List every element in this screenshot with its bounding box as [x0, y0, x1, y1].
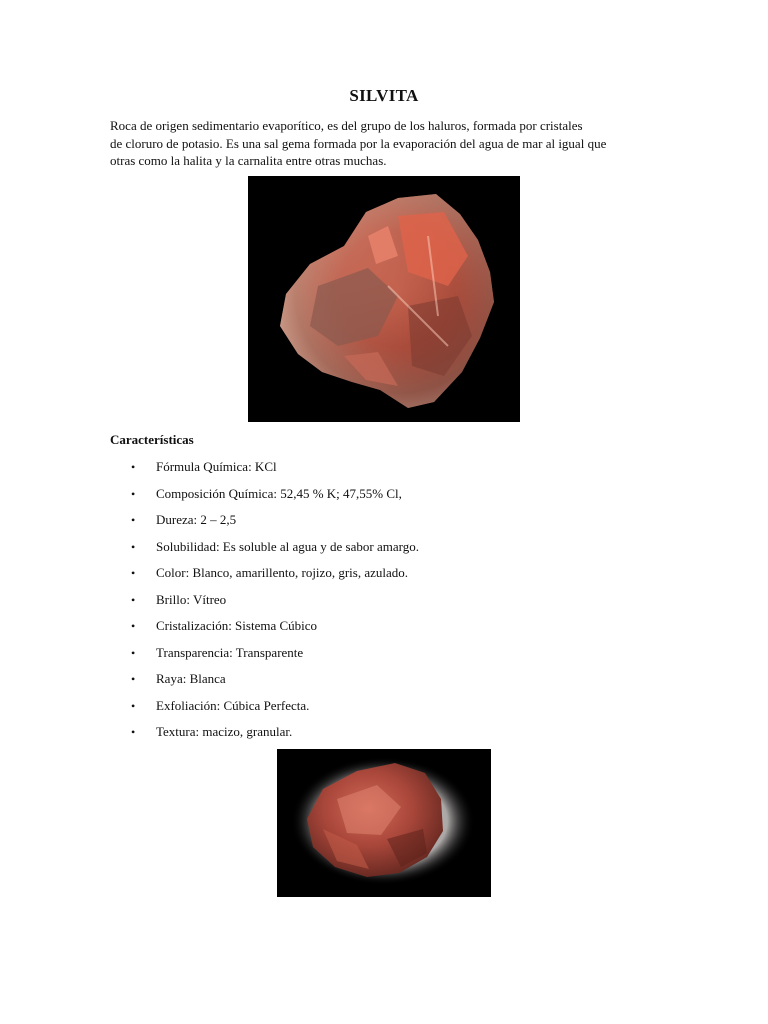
list-item [0, 457, 600, 477]
sylvite-crystal-photo [277, 749, 491, 897]
bullet: • [131, 698, 136, 713]
characteristic-text: Transparencia: Transparente [156, 644, 304, 660]
bullet: • [131, 539, 136, 554]
intro-line-2: de cloruro de potasio. Es una sal gema formada por la evaporación del agua de mar al igual que [110, 135, 607, 151]
section-heading-characteristics: Características [110, 432, 194, 447]
list-item [0, 563, 600, 583]
bullet: • [131, 619, 136, 633]
characteristic-text: Solubilidad: Es soluble al agua y de sabor amargo. [156, 538, 419, 554]
bullet: • [131, 460, 136, 474]
bullet: • [131, 592, 136, 607]
intro-line-1: Roca de origen sedimentario evaporítico, es del grupo de los haluros, formada por cristales [110, 118, 583, 133]
intro-paragraph [110, 117, 670, 170]
list-item [0, 590, 600, 610]
characteristic-text: Brillo: Vítreo [156, 591, 227, 607]
list-item [0, 722, 600, 742]
list-item [0, 510, 600, 530]
list-item [0, 616, 600, 636]
bullet: • [131, 566, 136, 580]
bullet: • [131, 645, 136, 660]
bullet: • [131, 672, 136, 686]
characteristic-text: Exfoliación: Cúbica Perfecta. [156, 697, 310, 713]
intro-line-3: otras como la halita y la carnalita entre otras muchas. [110, 153, 387, 168]
characteristic-text: Raya: Blanca [156, 671, 226, 686]
list-item [0, 484, 600, 504]
characteristic-text: Fórmula Química: KCl [156, 459, 277, 474]
bullet: • [131, 513, 136, 527]
list-item [0, 696, 600, 716]
characteristic-text: Textura: macizo, granular. [156, 724, 293, 739]
document-title: SILVITA [349, 86, 419, 105]
sylvite-mineral-photo [248, 176, 520, 422]
characteristic-text: Color: Blanco, amarillento, rojizo, gris, azulado. [156, 565, 408, 580]
list-item [0, 537, 600, 557]
bullet: • [131, 486, 136, 501]
list-item [0, 643, 600, 663]
bullet: • [131, 725, 136, 739]
characteristic-text: Composición Química: 52,45 % K; 47,55% Cl, [156, 485, 402, 501]
characteristic-text: Cristalización: Sistema Cúbico [156, 618, 318, 633]
characteristic-text: Dureza: 2 – 2,5 [156, 512, 237, 527]
list-item [0, 669, 600, 689]
